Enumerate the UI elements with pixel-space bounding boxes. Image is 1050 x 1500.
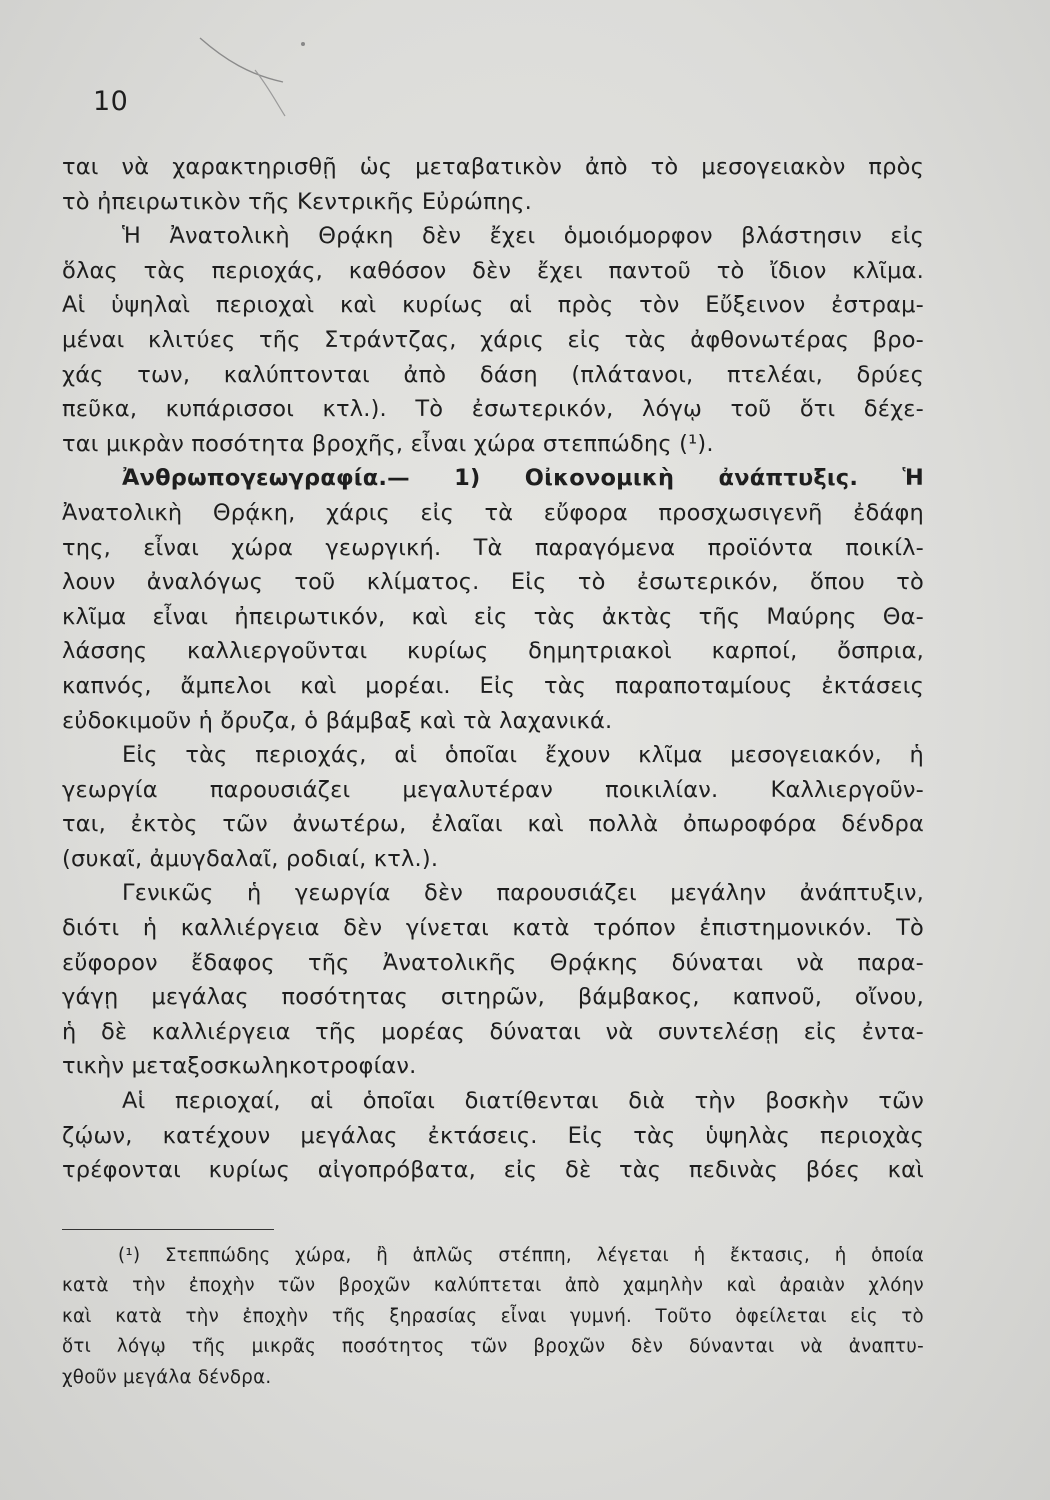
footnote-divider: [62, 1229, 274, 1230]
text-line: ται μικρὰν ποσότητα βροχῆς, εἶναι χώρα στεππώδης (¹).: [62, 430, 714, 457]
pencil-mark: [195, 30, 315, 120]
text-line: (συκαῖ, ἀμυγδαλαῖ, ροδιαί, κτλ.).: [62, 845, 439, 872]
text-line: Αἱ ὑψηλαὶ περιοχαὶ καὶ κυρίως αἱ πρὸς τὸν Εὔξεινον ἐστραμ-: [62, 292, 924, 319]
text-line: ὅλας τὰς περιοχάς, καθόσον δὲν ἔχει παντοῦ τὸ ἴδιον κλῖμα.: [62, 257, 924, 284]
page-number: 10: [93, 86, 129, 117]
text-line: γάγῃ μεγάλας ποσότητας σιτηρῶν, βάμβακος, καπνοῦ, οἴνου,: [62, 984, 924, 1011]
text-line: γεωργία παρουσιάζει μεγαλυτέραν ποικιλίαν. Καλλιεργοῦν-: [62, 776, 924, 803]
text-line: εὐδοκιμοῦν ἡ ὄρυζα, ὁ βάμβαξ καὶ τὰ λαχανικά.: [62, 707, 613, 734]
text-line: διότι ἡ καλλιέργεια δὲν γίνεται κατὰ τρόπον ἐπιστημονικόν. Τὸ: [62, 915, 924, 942]
text-line: Ἀνατολικὴ Θρᾴκη, χάρις εἰς τὰ εὔφορα προσχωσιγενῆ ἐδάφη: [62, 499, 924, 526]
text-line: τὸ ἠπειρωτικὸν τῆς Κεντρικῆς Εὐρώπης.: [62, 188, 532, 215]
footnotes: [62, 1241, 924, 1393]
text-line: κλῖμα εἶναι ἠπειρωτικόν, καὶ εἰς τὰς ἀκτὰς τῆς Μαύρης Θα-: [62, 603, 924, 630]
text-line: ται, ἐκτὸς τῶν ἀνωτέρω, ἐλαῖαι καὶ πολλὰ ὀπωροφόρα δένδρα: [62, 811, 924, 838]
section-heading-line: Ἀνθρωπογεωγραφία.— 1) Οἰκονομικὴ ἀνάπτυξις. Ἡ: [122, 465, 924, 492]
text-line: λάσσης καλλιεργοῦνται κυρίως δημητριακοὶ καρποί, ὄσπρια,: [62, 638, 924, 665]
text-line: λουν ἀναλόγως τοῦ κλίματος. Εἰς τὸ ἐσωτερικόν, ὅπου τὸ: [62, 569, 924, 596]
text-line: της, εἶναι χώρα γεωργική. Τὰ παραγόμενα προϊόντα ποικίλ-: [62, 534, 924, 561]
text-line: μέναι κλιτύες τῆς Στράντζας, χάρις εἰς τὰς ἀφθονωτέρας βρο-: [62, 326, 924, 353]
text-line: ται νὰ χαρακτηρισθῇ ὡς μεταβατικὸν ἀπὸ τὸ μεσογειακὸν πρὸς: [62, 154, 924, 180]
text-line: πεῦκα, κυπάρισσοι κτλ.). Τὸ ἐσωτερικόν, λόγῳ τοῦ ὅτι δέχε-: [62, 396, 924, 423]
text-line: Αἱ περιοχαί, αἱ ὁποῖαι διατίθενται διὰ τὴν βοσκὴν τῶν: [122, 1088, 924, 1115]
text-line: ζῴων, κατέχουν μεγάλας ἐκτάσεις. Εἰς τὰς ὑψηλὰς περιοχὰς: [62, 1122, 924, 1149]
footnote-line: κατὰ τὴν ἐποχὴν τῶν βροχῶν καλύπτεται ἀπὸ χαμηλὴν καὶ ἀραιὰν χλόην: [62, 1275, 924, 1297]
footnote-line: ὅτι λόγῳ τῆς μικρᾶς ποσότητος τῶν βροχῶν δὲν δύνανται νὰ ἀναπτυ-: [62, 1336, 924, 1358]
footnote-line: χθοῦν μεγάλα δένδρα.: [62, 1366, 272, 1388]
text-line: Γενικῶς ἡ γεωργία δὲν παρουσιάζει μεγάλην ἀνάπτυξιν,: [122, 880, 924, 907]
text-line: Εἰς τὰς περιοχάς, αἱ ὁποῖαι ἔχουν κλῖμα μεσογειακόν, ἡ: [122, 742, 924, 769]
body-text: [62, 150, 924, 1188]
text-line: εὔφορον ἔδαφος τῆς Ἀνατολικῆς Θρᾴκης δύναται νὰ παρα-: [62, 949, 924, 976]
footnote-line: καὶ κατὰ τὴν ἐποχὴν τῆς ξηρασίας εἶναι γυμνή. Τοῦτο ὀφείλεται εἰς τὸ: [62, 1305, 924, 1327]
text-line: καπνός, ἄμπελοι καὶ μορέαι. Εἰς τὰς παραποταμίους ἐκτάσεις: [62, 672, 924, 699]
text-line: ἡ δὲ καλλιέργεια τῆς μορέας δύναται νὰ συντελέσῃ εἰς ἐντα-: [62, 1018, 924, 1045]
text-line: χάς των, καλύπτονται ἀπὸ δάση (πλάτανοι, πτελέαι, δρύες: [62, 361, 924, 388]
text-line: τικὴν μεταξοσκωληκοτροφίαν.: [62, 1053, 417, 1080]
text-line: τρέφονται κυρίως αἰγοπρόβατα, εἰς δὲ τὰς πεδινὰς βόες καὶ: [62, 1157, 924, 1184]
text-line: Ἡ Ἀνατολικὴ Θρᾴκη δὲν ἔχει ὁμοιόμορφον βλάστησιν εἰς: [122, 223, 924, 250]
footnote-line: (¹) Στεππώδης χώρα, ἢ ἁπλῶς στέππη, λέγεται ἡ ἔκτασις, ἡ ὁποία: [118, 1245, 924, 1266]
